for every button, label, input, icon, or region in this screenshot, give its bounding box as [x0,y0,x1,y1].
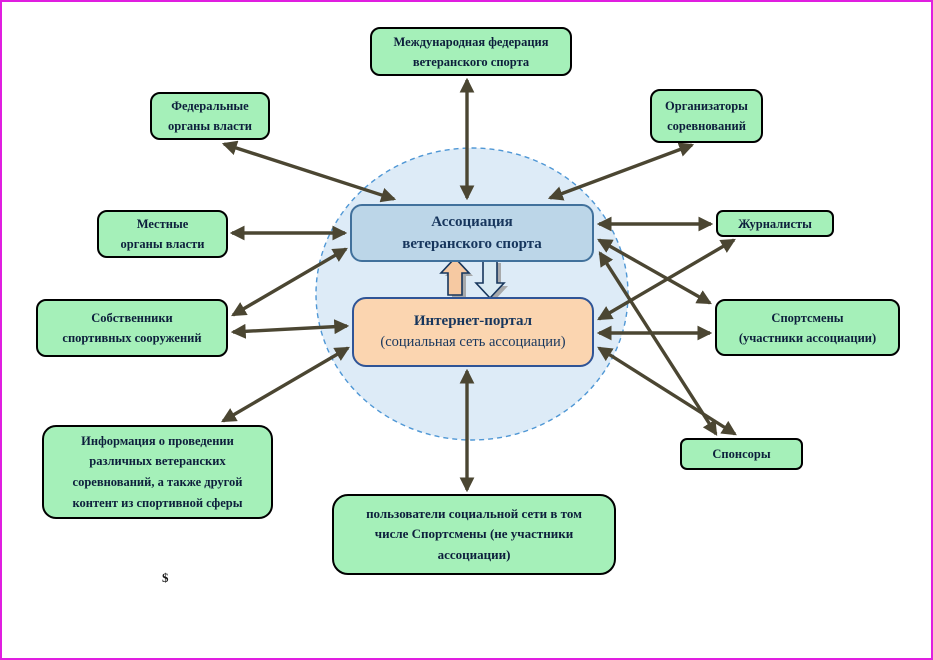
node-local-authorities [97,210,228,258]
node-label-line: Федеральные [171,99,249,113]
hub-background-ellipse [316,148,628,440]
node-label-line: Спортсмены [771,310,844,325]
node-label-line: Журналисты [738,216,812,231]
node-label-line: Местные [136,217,189,231]
node-label-line: органы власти [168,119,252,133]
node-federation [370,27,572,76]
node-label-line: Информация о проведении [81,433,234,448]
node-label-line: Организаторы [665,99,748,113]
node-label-line: различных ветеранских [89,454,226,469]
node-label-line: соревнований [667,119,746,133]
node-facility-owners [36,299,228,357]
node-journalists [716,210,834,237]
node-sportsmen-members [715,299,900,356]
node-label-line: ветеранского спорта [412,54,530,69]
node-content-info [42,425,273,519]
connector-info-portal [223,348,348,421]
connector-organizers-association [550,145,692,198]
node-label-line: ассоциации) [437,546,511,562]
node-label-line: пользователи социальной сети в том [366,506,582,522]
node-label-line: Международная федерация [393,34,549,49]
node-label-line: Собственники [91,311,173,325]
node-label-line: контент из спортивной сферы [72,495,243,510]
hub-label-line: Интернет-портал [413,313,533,330]
node-association [350,204,594,262]
connector-portal-sponsors [599,348,735,434]
node-label-line: Спонсоры [712,447,771,461]
hub-label-line: (социальная сеть ассоциации) [380,334,566,351]
node-label-line: (участники ассоциации) [738,330,877,345]
node-network-users [332,494,616,575]
hub-label-line: ветеранского спорта [402,236,542,252]
dollar-sign: $ [162,570,169,585]
node-label-line: числе Спортсмены (не участники [374,526,574,542]
node-portal [352,297,594,367]
node-label-line: соревнований, а также другой [72,475,243,489]
node-sponsors [680,438,803,470]
hub-label-line: Ассоциация [431,213,513,230]
node-label-line: органы власти [120,237,205,251]
node-federal-authorities [150,92,270,140]
connector-federal-association [224,144,394,199]
node-label-line: спортивных сооружений [62,331,202,345]
node-organizers [650,89,763,143]
